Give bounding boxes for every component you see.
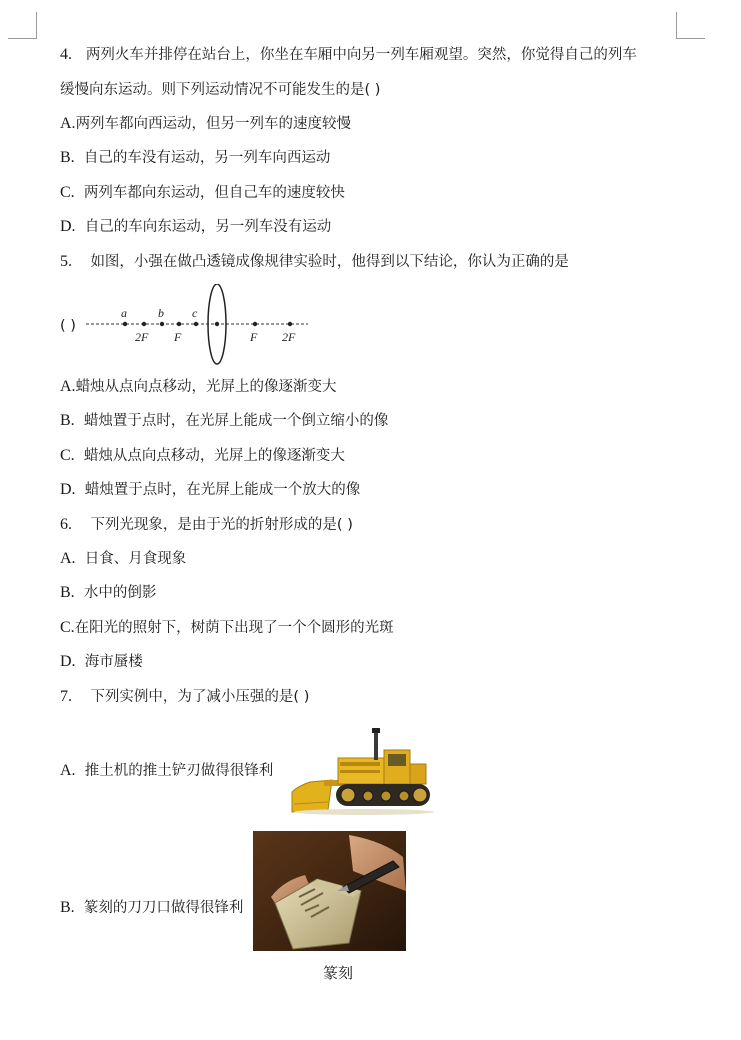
- option-text: 自己的车没有运动，另一列车向西运动: [83, 150, 331, 166]
- q4-option-b: [60, 148, 330, 168]
- q7-option-a: [60, 761, 273, 781]
- option-text: 推土机的推土铲刃做得很锋利: [84, 763, 274, 779]
- point-2f-left-dot: [142, 322, 146, 326]
- lens-center-dot: [215, 322, 219, 326]
- seal-carving-image: [253, 831, 406, 951]
- option-text: 蜡烛从点向点移动，光屏上的像逐渐变大: [75, 379, 337, 395]
- q5-option-d: [60, 480, 360, 500]
- q4-stem-line1: [60, 45, 637, 65]
- option-label: D.: [60, 653, 76, 670]
- q7-stem-text: 下列实例中，为了减小压强的是( ): [90, 689, 310, 705]
- q5-stem-text: 如图，小强在做凸透镜成像规律实验时，他得到以下结论，你认为正确的是: [90, 254, 569, 270]
- point-2f-right-dot: [288, 322, 292, 326]
- option-text: 水中的倒影: [83, 585, 157, 601]
- point-f-left-dot: [177, 322, 181, 326]
- option-label: B.: [60, 412, 75, 429]
- q6-option-d: [60, 652, 143, 672]
- point-b-dot: [160, 322, 164, 326]
- option-label: A.: [60, 550, 76, 567]
- q5-option-a: [60, 377, 337, 397]
- label-2f-left: 2F: [135, 330, 149, 344]
- point-c-dot: [194, 322, 198, 326]
- option-label: B.: [60, 899, 75, 916]
- q4-option-a: [60, 114, 351, 134]
- q6-number: 6.: [60, 516, 72, 533]
- q4-number: 4.: [60, 46, 72, 63]
- option-text: 自己的车向东运动，另一列车没有运动: [84, 219, 332, 235]
- q7-stem: [60, 687, 309, 707]
- q5-bracket: ( ): [60, 318, 76, 334]
- crop-mark-top-right: [676, 12, 705, 39]
- option-label: C.: [60, 619, 75, 636]
- option-text: 蜡烛置于点时，在光屏上能成一个倒立缩小的像: [83, 413, 389, 429]
- option-text: 两列车都向西运动，但另一列车的速度较慢: [75, 116, 352, 132]
- option-text: 篆刻的刀刀口做得很锋利: [83, 900, 244, 916]
- point-f-right-dot: [253, 322, 257, 326]
- q4-option-c: [60, 183, 345, 203]
- option-label: D.: [60, 481, 76, 498]
- q5-stem: [60, 252, 569, 272]
- q7-number: 7.: [60, 688, 72, 705]
- q4-stem-line2: 缓慢向东运动。则下列运动情况不可能发生的是( ): [60, 82, 381, 98]
- option-text: 两列车都向东运动，但自己车的速度较快: [83, 185, 345, 201]
- option-text: 蜡烛从点向点移动，光屏上的像逐渐变大: [83, 448, 345, 464]
- q5-number: 5.: [60, 253, 72, 270]
- option-text: 日食、月食现象: [84, 551, 187, 567]
- convex-lens-diagram: [82, 284, 322, 368]
- option-label: B.: [60, 149, 75, 166]
- label-f-left: F: [174, 330, 182, 344]
- crop-mark-top-left: [8, 12, 37, 39]
- option-text: 蜡烛置于点时，在光屏上能成一个放大的像: [84, 482, 361, 498]
- q6-option-a: [60, 549, 186, 569]
- option-label: C.: [60, 184, 75, 201]
- option-label: A.: [60, 115, 76, 132]
- option-text: 在阳光的照射下，树荫下出现了一个个圆形的光斑: [74, 620, 394, 636]
- q6-stem: [60, 515, 353, 535]
- q5-option-b: [60, 411, 388, 431]
- label-f-right: F: [250, 330, 258, 344]
- q4-option-d: [60, 217, 331, 237]
- q4-stem-text: 两列火车并排停在站台上，你坐在车厢中向另一列车厢观望。突然，你觉得自己的列车: [85, 47, 637, 63]
- point-a-label: a: [121, 306, 127, 320]
- label-2f-right: 2F: [282, 330, 296, 344]
- point-c-label: c: [192, 306, 198, 320]
- option-label: A.: [60, 378, 76, 395]
- q6-stem-text: 下列光现象，是由于光的折射形成的是( ): [90, 517, 353, 533]
- point-b-label: b: [158, 306, 164, 320]
- point-a-dot: [123, 322, 127, 326]
- option-label: A.: [60, 762, 76, 779]
- q5-option-c: [60, 446, 345, 466]
- q6-option-c: [60, 618, 394, 638]
- option-text: 海市蜃楼: [84, 654, 143, 670]
- option-label: C.: [60, 447, 75, 464]
- image-caption: 篆刻: [323, 964, 354, 982]
- bulldozer-image: [288, 724, 436, 816]
- q6-option-b: [60, 583, 156, 603]
- q7-option-b: [60, 898, 243, 918]
- option-label: D.: [60, 218, 76, 235]
- option-label: B.: [60, 584, 75, 601]
